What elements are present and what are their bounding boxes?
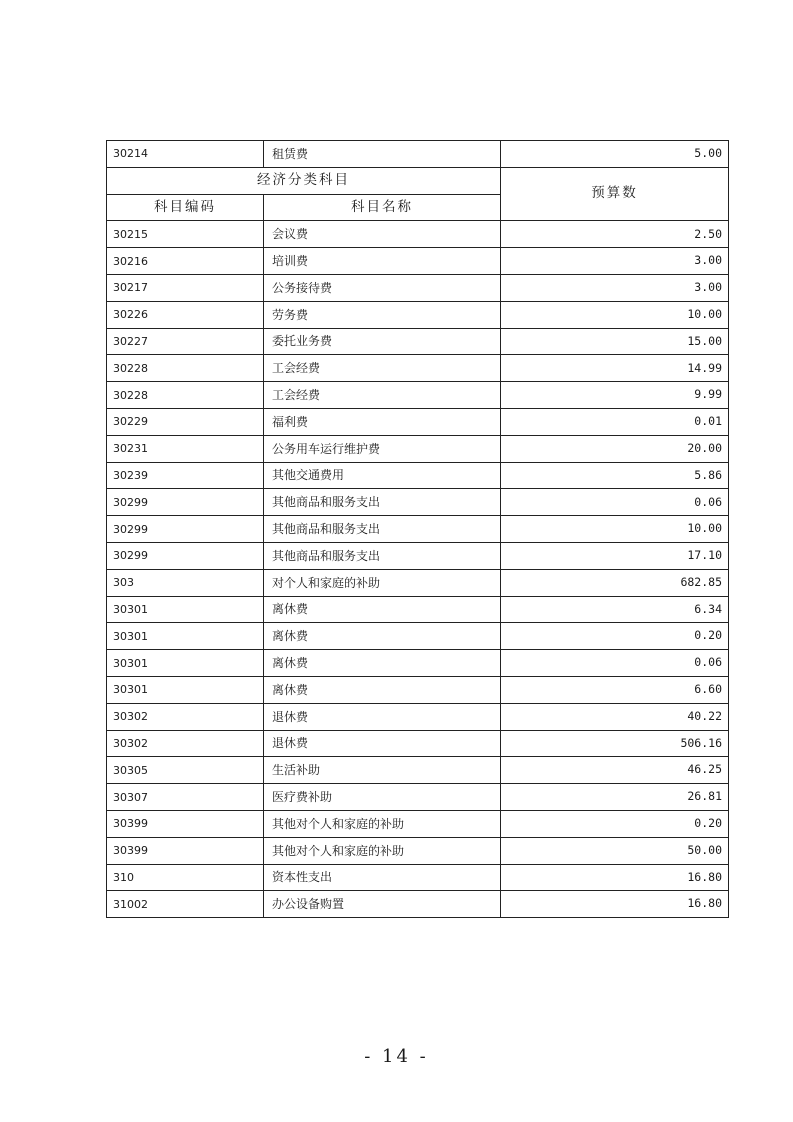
- subject-code-cell: 30399: [107, 810, 264, 837]
- table-row: [107, 864, 729, 891]
- budget-amount-cell: 6.60: [501, 676, 729, 703]
- page-number: - 14 -: [364, 1046, 429, 1067]
- subject-name-cell: 对个人和家庭的补助: [264, 569, 501, 596]
- budget-amount-cell: 10.00: [501, 516, 729, 543]
- subject-name-cell: 租赁费: [264, 141, 501, 168]
- budget-amount-cell: 3.00: [501, 248, 729, 275]
- subject-code-cell: 30305: [107, 757, 264, 784]
- budget-amount-cell: 5.00: [501, 141, 729, 168]
- subject-name-cell: 工会经费: [264, 355, 501, 382]
- subject-code-cell: 30228: [107, 382, 264, 409]
- budget-amount-cell: 0.20: [501, 810, 729, 837]
- subject-name-cell: 离休费: [264, 596, 501, 623]
- budget-amount-cell: 0.20: [501, 623, 729, 650]
- economic-classification-header: 经济分类科目: [107, 167, 501, 194]
- subject-code-cell: 30299: [107, 516, 264, 543]
- table-header-row: [107, 167, 729, 194]
- table-row: [107, 837, 729, 864]
- budget-amount-cell: 0.06: [501, 650, 729, 677]
- table-row: [107, 489, 729, 516]
- table-row: [107, 676, 729, 703]
- subject-code-cell: 30301: [107, 676, 264, 703]
- table-row: [107, 408, 729, 435]
- subject-code-cell: 30231: [107, 435, 264, 462]
- table-row: [107, 596, 729, 623]
- budget-amount-header: 预算数: [501, 167, 729, 221]
- subject-code-cell: 30217: [107, 274, 264, 301]
- subject-name-cell: 其他交通费用: [264, 462, 501, 489]
- budget-amount-cell: 0.06: [501, 489, 729, 516]
- subject-name-cell: 办公设备购置: [264, 891, 501, 918]
- table-body: [107, 141, 729, 918]
- subject-code-header: 科目编码: [107, 194, 264, 221]
- budget-amount-cell: 16.80: [501, 864, 729, 891]
- subject-name-cell: 培训费: [264, 248, 501, 275]
- subject-name-cell: 资本性支出: [264, 864, 501, 891]
- budget-amount-cell: 20.00: [501, 435, 729, 462]
- budget-amount-cell: 506.16: [501, 730, 729, 757]
- subject-code-cell: 30302: [107, 730, 264, 757]
- subject-name-cell: 公务接待费: [264, 274, 501, 301]
- budget-amount-cell: 0.01: [501, 408, 729, 435]
- table-row: [107, 382, 729, 409]
- budget-amount-cell: 3.00: [501, 274, 729, 301]
- subject-code-cell: 30216: [107, 248, 264, 275]
- subject-code-cell: 30299: [107, 489, 264, 516]
- subject-name-cell: 离休费: [264, 676, 501, 703]
- subject-name-cell: 其他商品和服务支出: [264, 542, 501, 569]
- subject-code-cell: 30299: [107, 542, 264, 569]
- subject-code-cell: 30227: [107, 328, 264, 355]
- subject-name-cell: 公务用车运行维护费: [264, 435, 501, 462]
- subject-code-cell: 30229: [107, 408, 264, 435]
- budget-amount-cell: 682.85: [501, 569, 729, 596]
- table-row: [107, 542, 729, 569]
- table-row: [107, 516, 729, 543]
- budget-amount-cell: 5.86: [501, 462, 729, 489]
- table-row: [107, 650, 729, 677]
- subject-code-cell: 31002: [107, 891, 264, 918]
- subject-name-cell: 其他商品和服务支出: [264, 516, 501, 543]
- table-row: [107, 221, 729, 248]
- budget-amount-cell: 6.34: [501, 596, 729, 623]
- subject-name-cell: 医疗费补助: [264, 784, 501, 811]
- subject-name-cell: 退休费: [264, 703, 501, 730]
- table-row: [107, 462, 729, 489]
- budget-amount-cell: 40.22: [501, 703, 729, 730]
- budget-amount-cell: 46.25: [501, 757, 729, 784]
- subject-code-cell: 30307: [107, 784, 264, 811]
- table-row: [107, 141, 729, 168]
- budget-amount-cell: 14.99: [501, 355, 729, 382]
- subject-name-cell: 其他对个人和家庭的补助: [264, 810, 501, 837]
- subject-code-cell: 30301: [107, 623, 264, 650]
- table-row: [107, 784, 729, 811]
- table-row: [107, 623, 729, 650]
- table-row: [107, 328, 729, 355]
- table-row: [107, 301, 729, 328]
- table-row: [107, 730, 729, 757]
- subject-code-cell: 30239: [107, 462, 264, 489]
- subject-name-cell: 离休费: [264, 650, 501, 677]
- subject-code-cell: 30226: [107, 301, 264, 328]
- subject-code-cell: 30214: [107, 141, 264, 168]
- budget-amount-cell: 10.00: [501, 301, 729, 328]
- subject-code-cell: 30302: [107, 703, 264, 730]
- subject-code-cell: 310: [107, 864, 264, 891]
- budget-amount-cell: 26.81: [501, 784, 729, 811]
- table-row: [107, 274, 729, 301]
- subject-code-cell: 30301: [107, 650, 264, 677]
- subject-name-cell: 工会经费: [264, 382, 501, 409]
- subject-name-cell: 其他对个人和家庭的补助: [264, 837, 501, 864]
- budget-table: [106, 140, 729, 918]
- table-row: [107, 810, 729, 837]
- subject-code-cell: 30301: [107, 596, 264, 623]
- budget-amount-cell: 50.00: [501, 837, 729, 864]
- subject-code-cell: 303: [107, 569, 264, 596]
- subject-code-cell: 30228: [107, 355, 264, 382]
- subject-code-cell: 30399: [107, 837, 264, 864]
- table-row: [107, 435, 729, 462]
- budget-amount-cell: 2.50: [501, 221, 729, 248]
- table-row: [107, 248, 729, 275]
- subject-name-cell: 福利费: [264, 408, 501, 435]
- budget-amount-cell: 15.00: [501, 328, 729, 355]
- table-row: [107, 757, 729, 784]
- table-row: [107, 569, 729, 596]
- table-row: [107, 355, 729, 382]
- subject-name-cell: 生活补助: [264, 757, 501, 784]
- subject-code-cell: 30215: [107, 221, 264, 248]
- subject-name-cell: 劳务费: [264, 301, 501, 328]
- subject-name-cell: 委托业务费: [264, 328, 501, 355]
- table-row: [107, 891, 729, 918]
- subject-name-cell: 会议费: [264, 221, 501, 248]
- subject-name-cell: 离休费: [264, 623, 501, 650]
- subject-name-cell: 退休费: [264, 730, 501, 757]
- budget-amount-cell: 16.80: [501, 891, 729, 918]
- subject-name-header: 科目名称: [264, 194, 501, 221]
- table-row: [107, 703, 729, 730]
- budget-amount-cell: 17.10: [501, 542, 729, 569]
- budget-amount-cell: 9.99: [501, 382, 729, 409]
- subject-name-cell: 其他商品和服务支出: [264, 489, 501, 516]
